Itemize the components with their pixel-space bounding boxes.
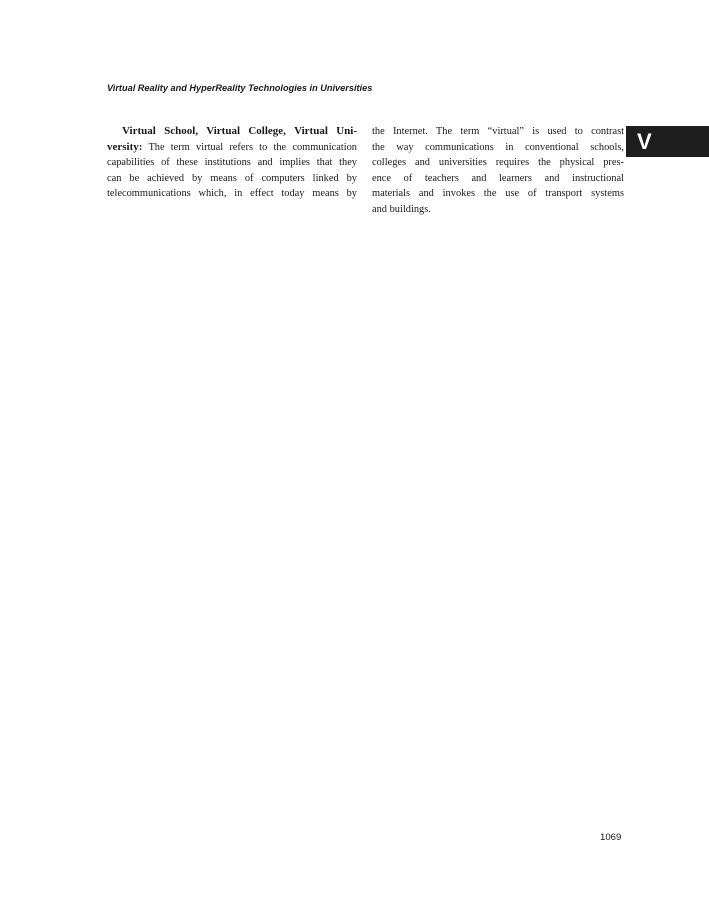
text-line: telecommunications which, in effect today means by — [107, 188, 357, 200]
text-line: capabilities of these institutions and implies that they — [107, 157, 357, 169]
entry-term-continuation: versity: — [107, 140, 143, 153]
text-line: materials and invokes the use of transport systems — [372, 188, 624, 200]
text-line: can be achieved by means of computers linked by — [107, 172, 357, 184]
page-number: 1069 — [600, 832, 622, 843]
entry-term: Virtual School, Virtual College, Virtual Uni- — [122, 125, 357, 137]
text-line: ence of teachers and learners and instructional — [372, 172, 624, 184]
text-line — [107, 124, 357, 140]
text-line — [107, 140, 357, 156]
section-letter: V — [637, 129, 652, 154]
text-line: and buildings. — [372, 203, 431, 215]
text-line: the Internet. The term “virtual” is used to contrast — [372, 126, 624, 137]
right-column — [372, 124, 624, 218]
section-thumb-tab — [626, 126, 709, 157]
text-line: the way communications in conventional schools, — [372, 141, 624, 153]
running-head: Virtual Reality and HyperReality Technologies in Universities — [107, 83, 373, 93]
text-line: colleges and universities requires the physical pres- — [372, 157, 624, 169]
left-column — [107, 124, 357, 202]
entry-text: The term virtual refers to the communication — [142, 141, 357, 153]
